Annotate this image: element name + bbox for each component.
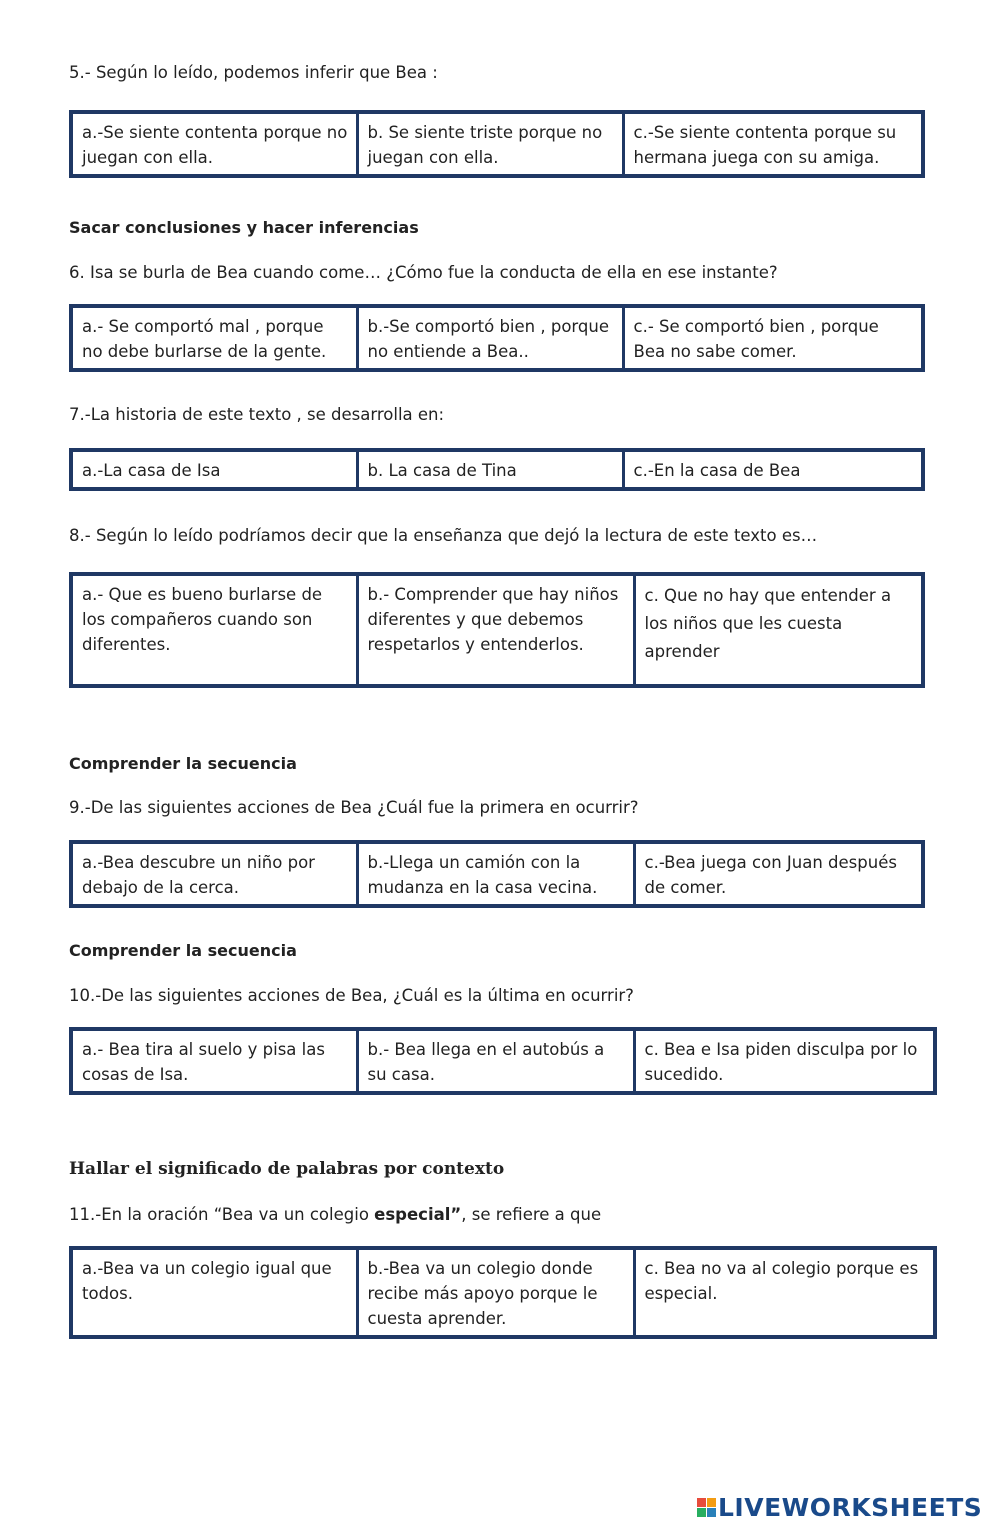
question-7-option-c[interactable]: c.-En la casa de Bea [623,450,923,489]
liveworksheets-logo-icon [697,1498,716,1517]
section-heading-inferencias: Sacar conclusiones y hacer inferencias [69,218,419,237]
question-8-option-b[interactable]: b.- Comprender que hay niños diferentes y que debemos respetarlos y entenderlos. [357,574,634,686]
question-9-option-c[interactable]: c.-Bea juega con Juan después de comer. [634,842,923,906]
question-7-prompt: 7.-La historia de este texto , se desarrolla en: [69,405,445,424]
liveworksheets-logo [697,1490,982,1524]
question-7-option-b[interactable]: b. La casa de Tina [357,450,623,489]
question-6-option-a[interactable]: a.- Se comportó mal , porque no debe burlarse de la gente. [71,306,357,370]
question-6-option-c[interactable]: c.- Se comportó bien , porque Bea no sabe comer. [623,306,923,370]
section-heading-secuencia-2: Comprender la secuencia [69,941,297,960]
question-9-options [69,840,925,908]
question-8-prompt: 8.- Según lo leído podríamos decir que la enseñanza que dejó la lectura de este texto es… [69,526,818,545]
question-9-prompt: 9.-De las siguientes acciones de Bea ¿Cuál fue la primera en ocurrir? [69,798,639,817]
question-11-option-b[interactable]: b.-Bea va un colegio donde recibe más apoyo porque le cuesta aprender. [357,1248,634,1337]
question-10-options [69,1027,937,1095]
question-11-prompt-keyword: especial” [374,1205,462,1224]
question-9-option-b[interactable]: b.-Llega un camión con la mudanza en la casa vecina. [357,842,634,906]
question-5-prompt: 5.- Según lo leído, podemos inferir que Bea : [69,63,438,82]
question-6-prompt: 6. Isa se burla de Bea cuando come… ¿Cómo fue la conducta de ella en ese instante? [69,263,778,282]
question-10-prompt: 10.-De las siguientes acciones de Bea, ¿Cuál es la última en ocurrir? [69,986,634,1005]
liveworksheets-logo-text: LIVEWORKSHEETS [718,1492,983,1522]
question-5-option-c[interactable]: c.-Se siente contenta porque su hermana juega con su amiga. [623,112,923,176]
question-8-options [69,572,925,688]
question-8-option-c[interactable]: c. Que no hay que entender a los niños que les cuesta aprender [634,574,923,686]
section-heading-significado: Hallar el significado de palabras por contexto [69,1159,505,1179]
question-8-option-a[interactable]: a.- Que es bueno burlarse de los compañeros cuando son diferentes. [71,574,357,686]
question-9-option-a[interactable]: a.-Bea descubre un niño por debajo de la cerca. [71,842,357,906]
question-11-prompt [69,1205,601,1225]
question-11-prompt-start: 11.-En la oración “Bea va un colegio [69,1205,375,1224]
question-5-options [69,110,925,178]
question-6-options [69,304,925,372]
question-5-option-a[interactable]: a.-Se siente contenta porque no juegan con ella. [71,112,357,176]
question-6-option-b[interactable]: b.-Se comportó bien , porque no entiende a Bea.. [357,306,623,370]
question-11-option-a[interactable]: a.-Bea va un colegio igual que todos. [71,1248,357,1337]
question-7-option-a[interactable]: a.-La casa de Isa [71,450,357,489]
question-10-option-b[interactable]: b.- Bea llega en el autobús a su casa. [357,1029,634,1093]
section-heading-secuencia-1: Comprender la secuencia [69,754,297,773]
question-11-prompt-end: , se refiere a que [461,1205,602,1224]
question-11-options [69,1246,937,1339]
question-7-options [69,448,925,491]
question-10-option-c[interactable]: c. Bea e Isa piden disculpa por lo sucedido. [634,1029,935,1093]
question-11-option-c[interactable]: c. Bea no va al colegio porque es especial. [634,1248,935,1337]
question-5-option-b[interactable]: b. Se siente triste porque no juegan con ella. [357,112,623,176]
question-10-option-a[interactable]: a.- Bea tira al suelo y pisa las cosas de Isa. [71,1029,357,1093]
